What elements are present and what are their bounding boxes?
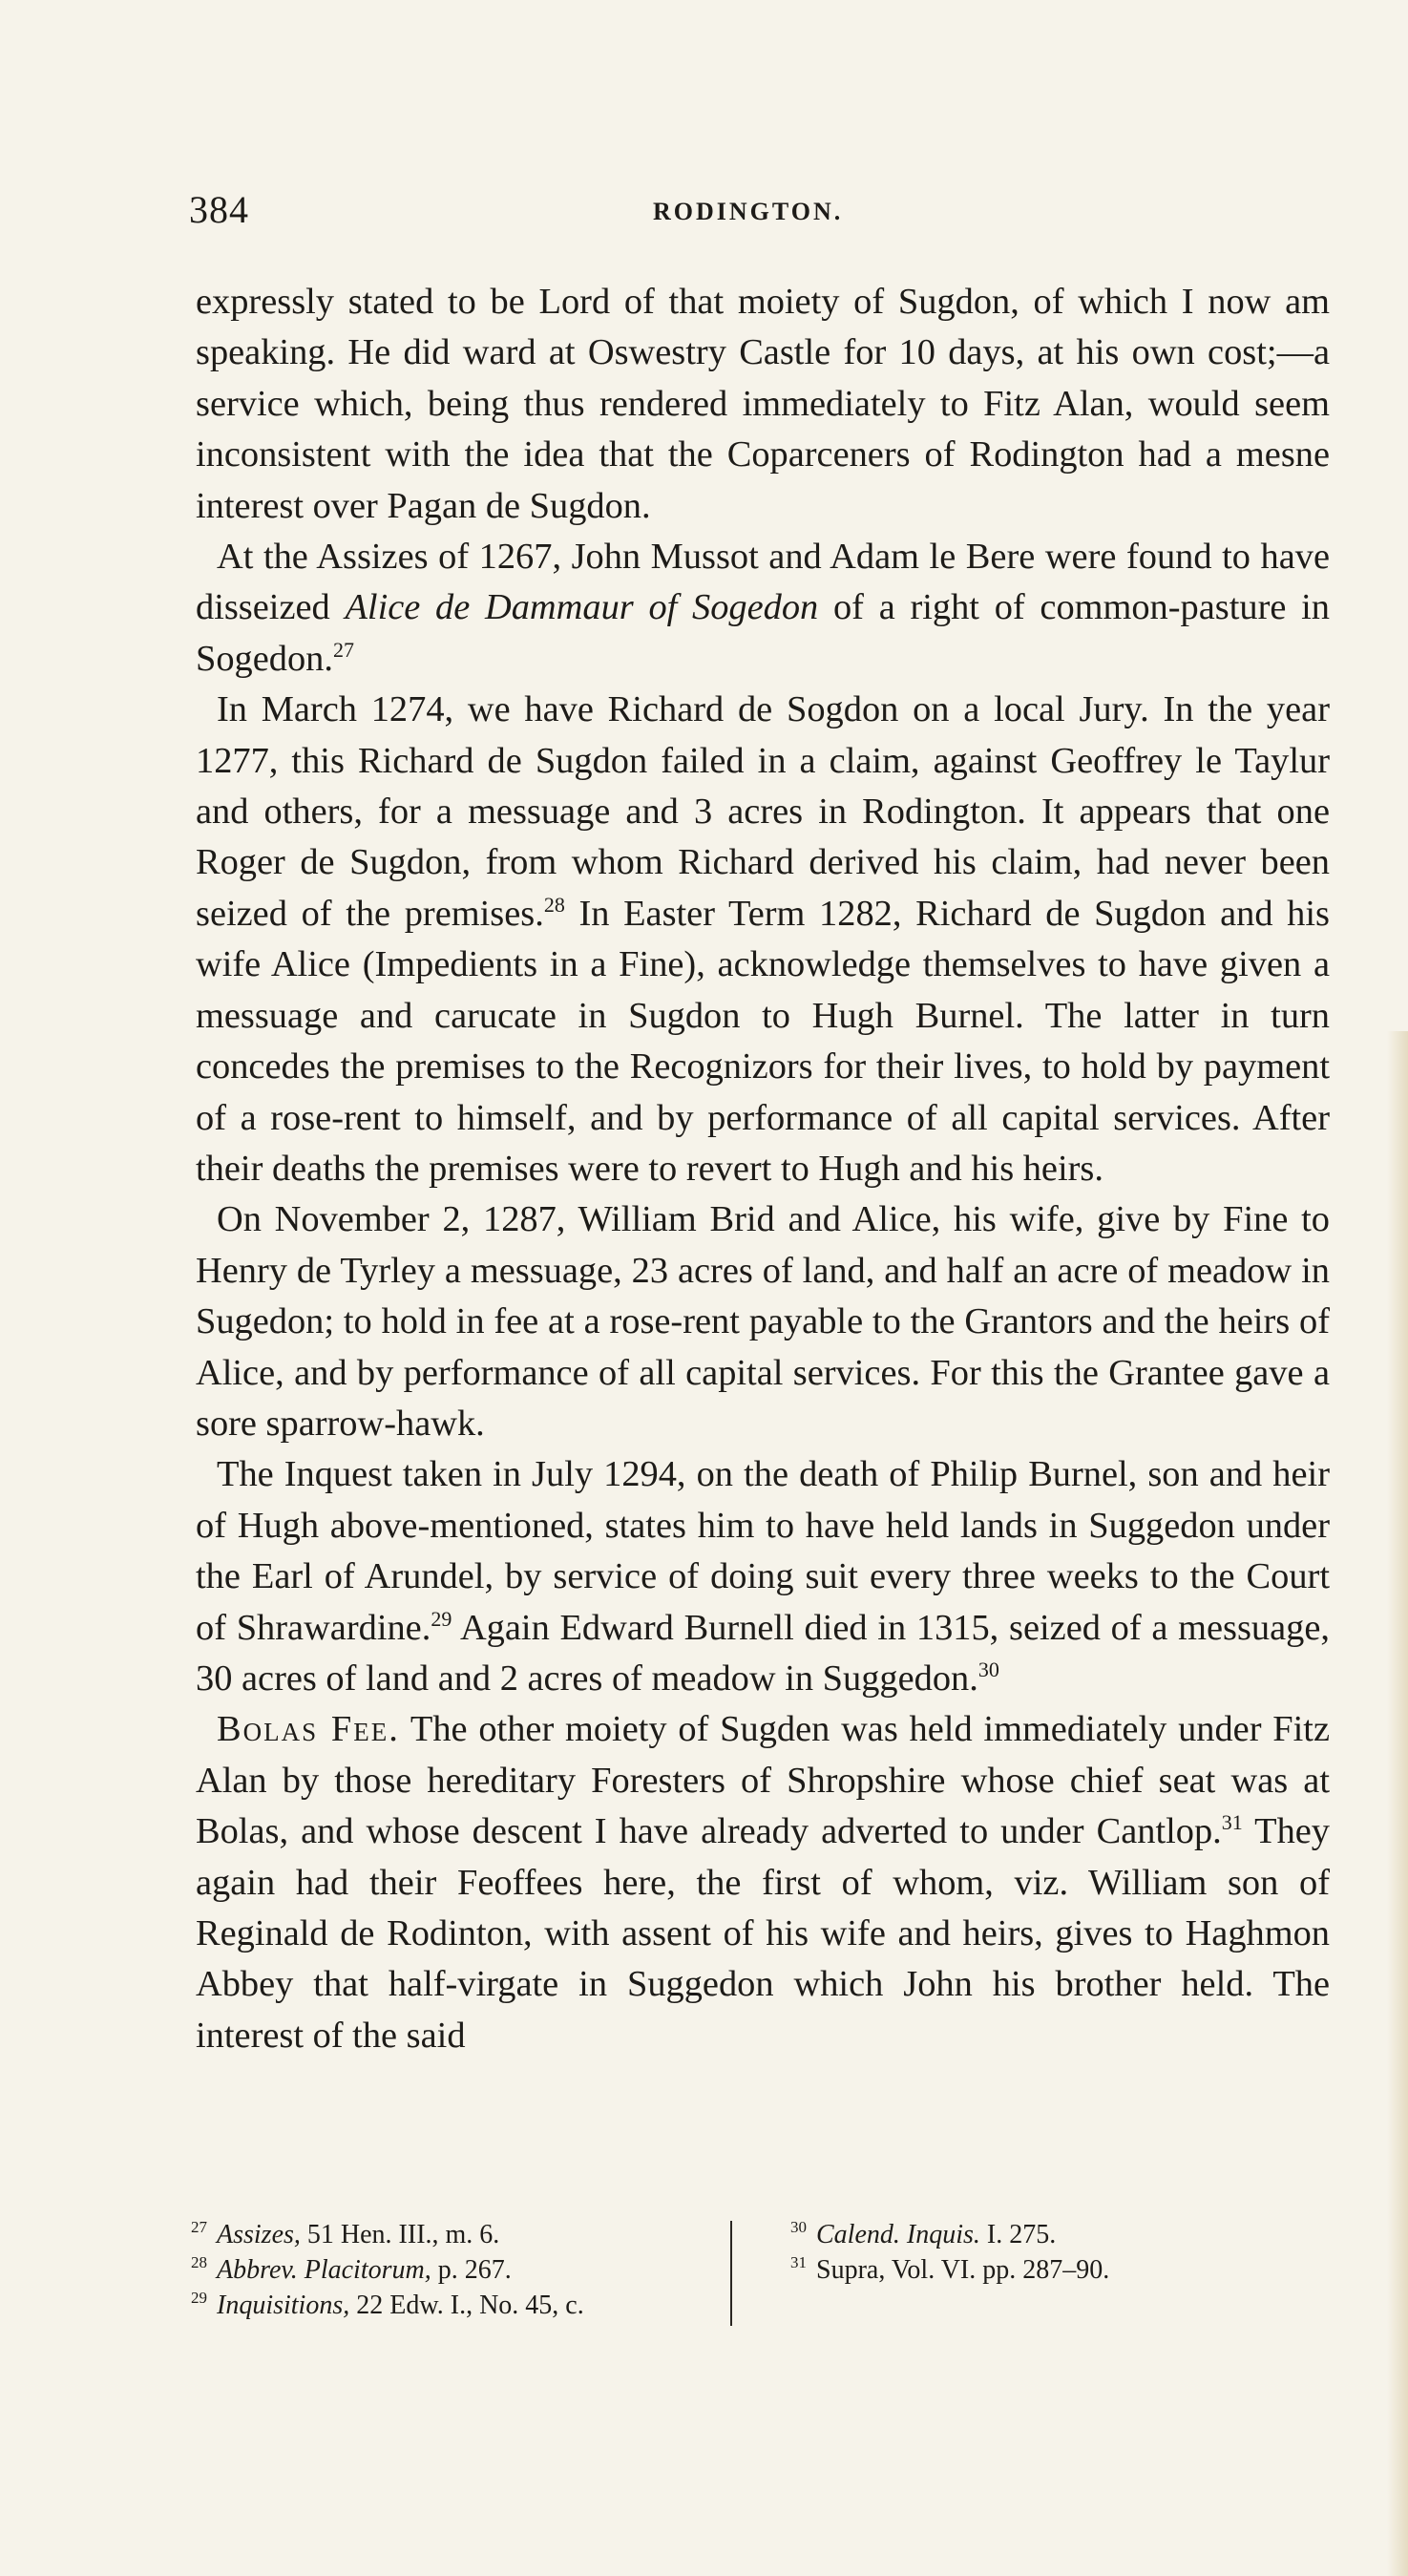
body-text bbox=[196, 277, 1330, 2061]
running-head: RODINGTON. bbox=[653, 198, 844, 225]
footnote-ref-31: 31 bbox=[1221, 1810, 1243, 1835]
italic-name: Alice de Dammaur of Sogedon bbox=[345, 587, 819, 628]
paragraph-3: In March 1274, we have Richard de Sogdon on a local Jury. In the year 1277, this Richard de Sugdon failed in a claim, against Geoffrey le Taylur and others, for a messuage and 3 acres in Rodington. It appears that one Roger de Sugdon, from whom Richard derived his claim, had never been seized of the premises.$^{28}$ In Easter Term 1282, Richard de Sugdon and his wife Alice (Impedients in a Fine), acknowledge themselves to have given a messuage and carucate in Sugdon to Hugh Burnel. The latter in turn concedes the premises to the Recognizors for their lives, to hold by payment of a rose-rent to himself, and by performance of all capital services. After their deaths the premises were to revert to Hugh and his heirs. bbox=[196, 689, 1330, 1189]
page-header bbox=[189, 187, 1330, 244]
footnotes-left-column bbox=[191, 2217, 706, 2323]
paragraph-6: Bolas Fee. The other moiety of Sugden was held immediately under Fitz Alan by those hereditary Foresters of Shropshire whose chief seat was at Bolas, and whose descent I have already adverted to under Cantlop.$^{31}$ They again had their Feoffees here, the first of whom, viz. William son of Reginald de Rodinton, with assent of his wife and heirs, gives to Haghmon Abbey that half-virgate in Suggedon which John his brother held. The interest of the said bbox=[196, 1709, 1330, 2056]
page-edge-shadow bbox=[1387, 1031, 1408, 2576]
paragraph-1: expressly stated to be Lord of that moiety of Sugdon, of which I now am speaking. He did ward at Oswestry Castle for 10 days, at his own cost;—a service which, being thus rendered immediately to Fitz Alan, would seem inconsistent with the idea that the Coparceners of Rodington had a mesne interest over Pagan de Sugdon. bbox=[196, 282, 1330, 526]
paragraph-4: On November 2, 1287, William Brid and Alice, his wife, give by Fine to Henry de Tyrley a messuage, 23 acres of land, and half an acre of meadow in Sugedon; to hold in fee at a rose-rent payable to the Grantors and the heirs of Alice, and by performance of all capital services. For this the Grantee gave a sore sparrow-hawk. bbox=[196, 1199, 1330, 1444]
footnote-27: $^{27}$ Assizes, 51 Hen. III., m. 6. bbox=[191, 2218, 500, 2249]
footnote-28: $^{28}$ Abbrev. Placitorum, p. 267. bbox=[191, 2253, 512, 2285]
paragraph-5: The Inquest taken in July 1294, on the death of Philip Burnel, son and heir of Hugh above-mentioned, states him to have held lands in Suggedon under the Earl of Arundel, by service of doing suit every three weeks to the Court of Shrawardine.$^{29}$ Again Edward Burnell died in 1315, seized of a messuage, 30 acres of land and 2 acres of meadow in Suggedon.$^{30}$ bbox=[196, 1454, 1330, 1699]
footnote-ref-27: 27 bbox=[332, 637, 354, 662]
footnotes-right-column bbox=[790, 2217, 1325, 2288]
section-heading: Bolas Fee. bbox=[217, 1709, 400, 1750]
footnotes bbox=[191, 2217, 1332, 2324]
paragraph-2: At the Assizes of 1267, John Mussot and Adam le Bere were found to have disseized Alice de Dammaur of Sogedon of a right of common-pasture in Sogedon.$^{27}$ bbox=[196, 537, 1330, 679]
footnote-30: $^{30}$ Calend. Inquis. I. 275. bbox=[790, 2218, 1057, 2249]
footnote-divider bbox=[730, 2221, 732, 2326]
page-number: 384 bbox=[189, 188, 249, 231]
footnote-ref-29: 29 bbox=[431, 1606, 452, 1631]
footnote-ref-28: 28 bbox=[543, 892, 565, 917]
footnote-29: $^{29}$ Inquisitions, 22 Edw. I., No. 45, c. bbox=[191, 2289, 584, 2320]
footnote-ref-30: 30 bbox=[977, 1657, 999, 1681]
footnote-31: $^{31}$ Supra, Vol. VI. pp. 287–90. bbox=[790, 2253, 1110, 2285]
